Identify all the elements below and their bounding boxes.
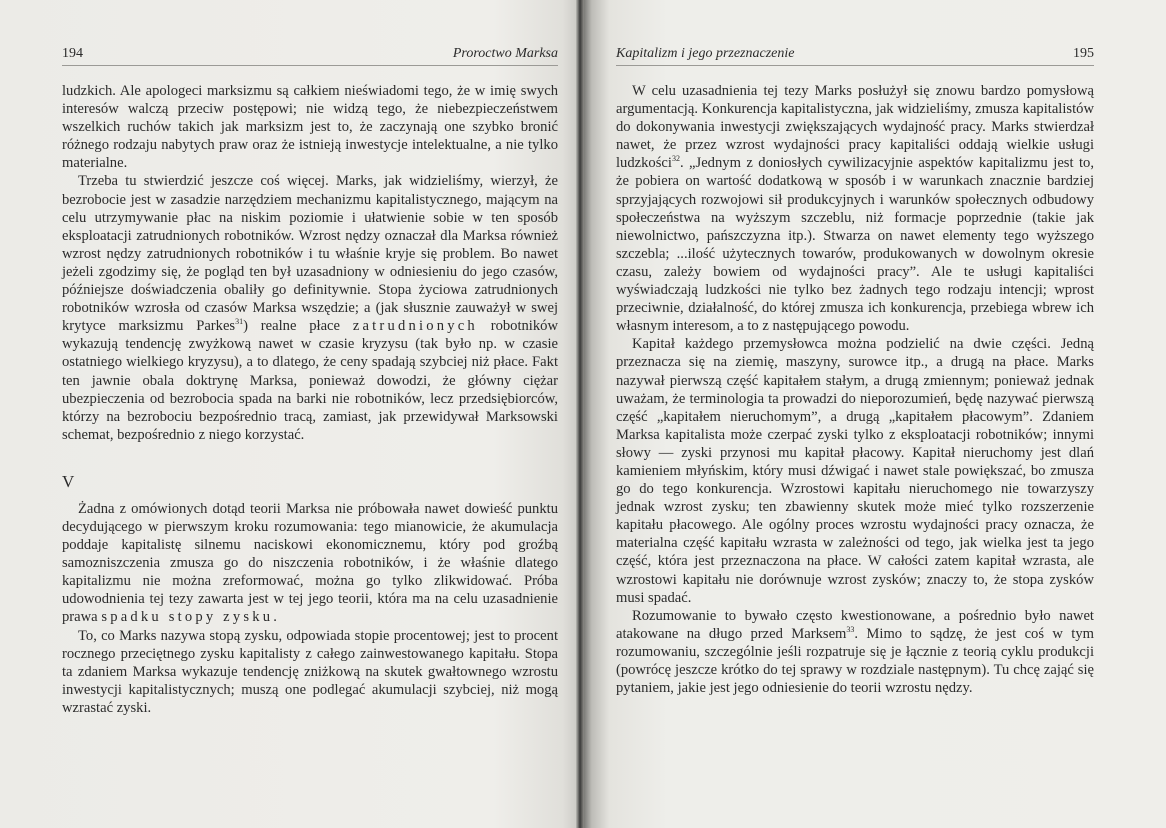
text-run: Trzeba tu stwierdzić jeszcze coś więcej. Marks, jak widzieliśmy, wierzył, że bezrobocie jest w zasadzie narzędziem mechanizmu kapitalistycznego, mającym na celu utrzymywanie płac na niskim poziomie i ułatwienie sobie w ten sposób eksploatacji zatrudnionych robotników. Wzrost nędzy oznaczał dla Marksa również wzrost nędzy zatrudnionych robotników i tu właśnie kryje się problem. Bo nawet jeżeli zgodzimy się, że pogląd ten był uzasadniony w odniesieniu do jego czasów, późniejsze doświadczenia obaliły go definitywnie. Stopa życiowa zatrudnionych robotników wzrosła od czasów Marksa wszędzie; a (jak słusznie zauważył w swej krytyce marksizmu Parkes (62, 173, 558, 335)
text-run: . „Jednym z doniosłych cywilizacyjnie aspektów kapitalizmu jest to, że pobiera on wartość dodatkową w sposób i w warunkach znacznie bardziej sprzyjających rozwojowi sił produkcyjnych i warunków społecznych odbudowy społeczeństwa na wyższym szczeblu, niż formacje poprzednie (takie jak niewolnictwo, pańszczyzna itp.). Stwarza on nawet elementy tego wyższego szczebla; ...ilość użytecznych towarów, produkowanych w dowolnym okresie czasu, zależy bowiem od wydajności pracy”. Ale te usługi kapitaliści wyświadczają ludzkości nie tylko bez żadnych tego rodzaju intencji; wprost przeciwnie, działalność, do której zmusza ich konkurencja, przebiega wbrew ich własnym interesom, a to z następującego powodu. (616, 155, 1094, 335)
paragraph (616, 607, 1094, 697)
spaced-emphasis: spadku stopy zysku (101, 609, 274, 626)
right-page-header (616, 44, 1094, 66)
text-run: Żadna z omówionych dotąd teorii Marksa nie próbowała nawet dowieść punktu decydującego w pierwszym kroku rozumowania: tego mianowicie, że akumulacja poddaje kapitalistę silnemu naciskowi ekonomicznemu, który pod groźbą samozniszczenia zmusza go do niszczenia robotników, i że właśnie dlatego kapitalizmu nie można zreformować, można go tylko zlikwidować. Próba udowodnienia tej tezy zawarta jest w tej jego teorii, która ma na celu uzasadnienie prawa (62, 500, 558, 626)
book-gutter (576, 0, 584, 828)
spaced-emphasis: zatrudnionych (352, 318, 478, 335)
paragraph (616, 82, 1094, 335)
running-title: Proroctwo Marksa (452, 46, 558, 61)
paragraph: Kapitał każdego przemysłowca można podzielić na dwie części. Jedną przeznacza się na ziemię, maszyny, surowce itp., a drugą na płace. Marks nazywał pierwszą część kapitałem stałym, a drugą zmiennym; ponieważ jednak uważam, że terminologia ta prowadzi do nieporozumień, będę nazywać pierwszą część „kapitałem nieruchomym”, a drugą „kapitałem płacowym”. Zdaniem Marksa kapitalista może czerpać zyski tylko z eksploatacji robotników; innymi słowy — zyski przynosi mu kapitał płacowy. Kapitał nieruchomy jest dlań kamieniem młyńskim, który musi dźwigać i nawet stale powiększać, bo zmusza go do tego konkurencja. Wzrostowi kapitału nieruchomego nie towarzyszy jednak wzrost zysku; ten zbawienny skutek może mieć tylko rozszerzenie kapitału płacowego. Ale ogólny proces wzrostu wydajności pracy oznacza, że materialna część kapitału wzrasta w zależności od tego, jak wielka jest ta jego część, która jest przeznaczona na płace. W całości zatem kapitał wzrasta, ale wzrostowi kapitału nie dorównuje wzrost zysków; znaczy to, że stopa zysków musi spadać. (616, 336, 1094, 606)
right-page-body (616, 82, 1094, 697)
page-number: 194 (62, 46, 83, 61)
footnote-ref: 33 (846, 624, 855, 634)
page-number: 195 (1073, 46, 1094, 61)
text-run: W celu uzasadnienia tej tezy Marks posłużył się znowu bardzo pomysłową argumentacją. Konkurencja kapitalistyczna, jak widzieliśmy, zmusza kapitalistów do dokonywania inwestycji zwiększających wydajność pracy. Marks stwierdzał nawet, że przez wzrost wydajności pracy kapitaliści oddają wielkie usługi ludzkości (616, 83, 1094, 172)
paragraph (62, 500, 558, 627)
text-run: Rozumowanie to bywało często kwestionowane, a pośrednio było nawet atakowane na długo przed Marksem (616, 607, 1094, 642)
left-page-body (62, 82, 558, 717)
text-run: . (273, 609, 277, 626)
text-run: robotników wykazują tendencję zwyżkową nawet w czasie kryzysu (tak było np. w czasie ostatniego wielkiego kryzysu), a to dlatego, że ceny spadają szybciej niż płace. Fakt ten jawnie obala doktrynę Marksa, ponieważ dowodzi, że główny ciężar ubezpieczenia od bezrobocia spada na barki nie robotników, lecz przedsiębiorców, którzy na bezrobociu bezpośrednio tracą, zamiast, jak przewidywał Marksowski schemat, bezpośrednio z niego korzystać. (62, 318, 558, 443)
left-page (0, 0, 580, 828)
text-run: ) realne płace (243, 318, 353, 335)
right-page (580, 0, 1166, 828)
left-page-header (62, 44, 558, 66)
paragraph (62, 172, 558, 443)
running-title: Kapitalizm i jego przeznaczenie (616, 46, 795, 61)
paragraph: ludzkich. Ale apologeci marksizmu są całkiem nieświadomi tego, że w imię swych interesów walczą przeciw postępowi; nie widzą tego, że niebezpieczeństwem wszelkich ruchów takich jak marksizm jest to, że zaczynają one szybko bronić różnego rodzaju nabytych praw oraz że istnieją inwestycje intelektualne, a nie tylko materialne. (62, 83, 558, 172)
section-heading: V (62, 471, 75, 491)
footnote-ref: 32 (671, 154, 680, 164)
text-run: . Mimo to sądzę, że jest coś w tym rozumowaniu, szczególnie jeśli rozpatruje się je łącznie z teorią cyklu produkcji (powrócę jeszcze krótko do tej sprawy w rozdziale następnym). Tu chcę zająć się pytaniem, jakie jest jego odniesienie do teorii wzrostu nędzy. (616, 625, 1094, 697)
footnote-ref: 31 (235, 317, 244, 327)
paragraph: To, co Marks nazywa stopą zysku, odpowiada stopie procentowej; jest to procent rocznego przeciętnego zysku kapitalisty z całego zainwestowanego kapitału. Stopa ta zdaniem Marksa wykazuje tendencję zniżkową na skutek gwałtownego wzrostu inwestycji kapitalistycznych; muszą one podlegać akumulacji szybciej, niż mogą wzrastać zyski. (62, 627, 558, 716)
